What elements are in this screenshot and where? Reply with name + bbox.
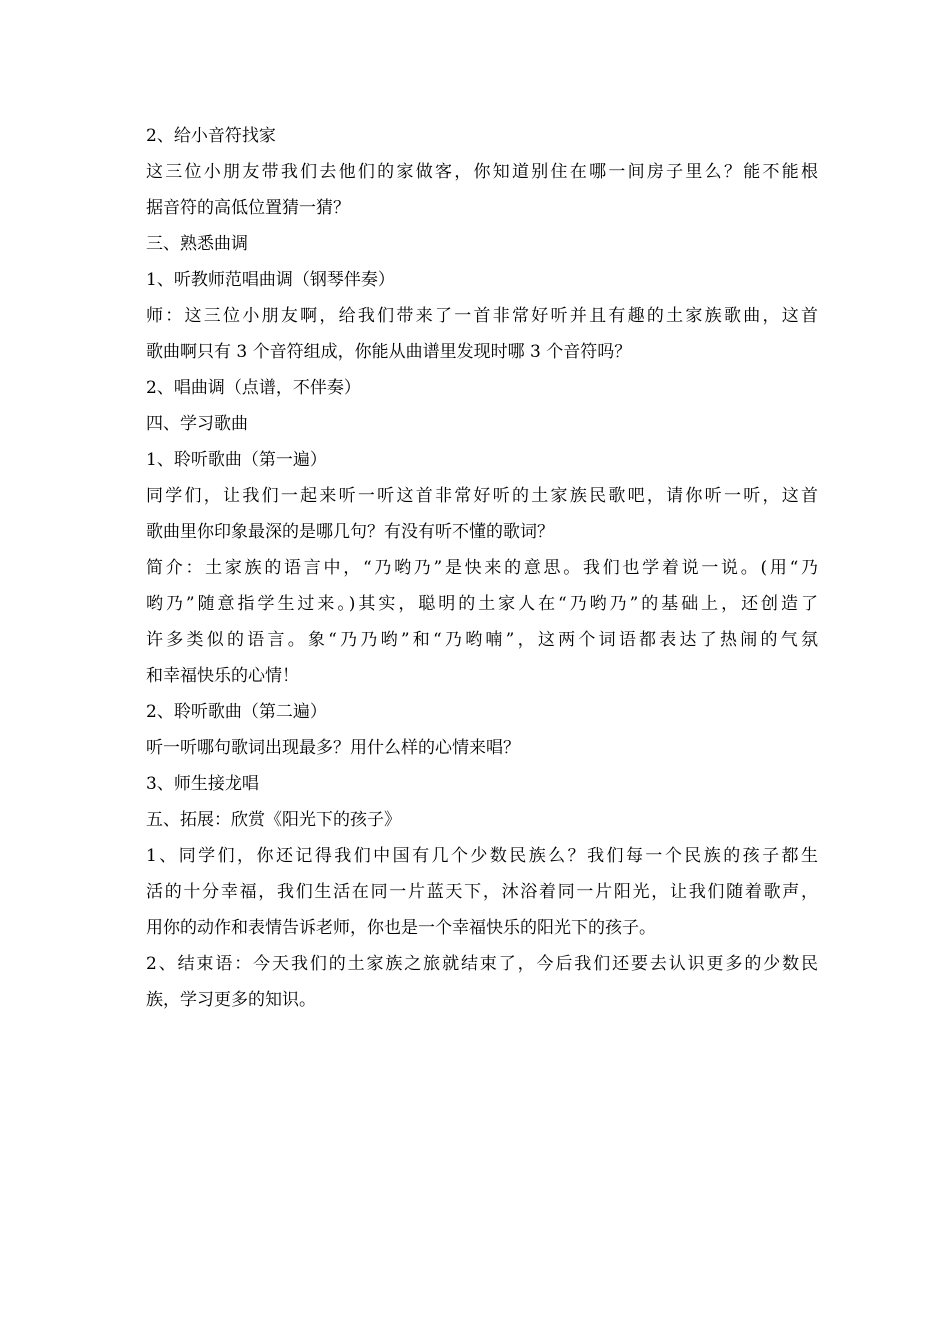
- text-line: 三、熟悉曲调: [146, 234, 248, 254]
- text-line: 歌曲里你印象最深的是哪几句？有没有听不懂的歌词？: [146, 522, 554, 542]
- text-line: 四、学习歌曲: [146, 414, 248, 434]
- text-line: 用你的动作和表情告诉老师，你也是一个幸福快乐的阳光下的孩子。: [146, 918, 656, 938]
- text-line: 哟乃”随意指学生过来。)其实，聪明的土家人在“乃哟乃”的基础上，还创造了: [146, 594, 818, 614]
- document-page: [146, 118, 818, 1018]
- text-line: 1、聆听歌曲（第一遍）: [146, 450, 327, 470]
- text-line: 师：这三位小朋友啊，给我们带来了一首非常好听并且有趣的土家族歌曲，这首: [146, 306, 818, 326]
- text-line: 3、师生接龙唱: [146, 774, 259, 794]
- text-line: 1、听教师范唱曲调（钢琴伴奏）: [146, 270, 395, 290]
- text-line: 2、给小音符找家: [146, 126, 276, 146]
- text-line: 2、唱曲调（点谱，不伴奏）: [146, 378, 361, 398]
- text-line: 据音符的高低位置猜一猜？: [146, 198, 350, 218]
- text-line: 歌曲啊只有 3 个音符组成，你能从曲谱里发现时哪 3 个音符吗？: [146, 342, 632, 362]
- text-line: 和幸福快乐的心情！: [146, 666, 299, 686]
- text-line: 1、同学们，你还记得我们中国有几个少数民族么？我们每一个民族的孩子都生: [146, 846, 818, 866]
- text-line: 族，学习更多的知识。: [146, 990, 316, 1010]
- text-line: 五、拓展：欣赏《阳光下的孩子》: [146, 810, 401, 830]
- text-line: 2、结束语：今天我们的土家族之旅就结束了，今后我们还要去认识更多的少数民: [146, 954, 818, 974]
- text-line: 2、聆听歌曲（第二遍）: [146, 702, 327, 722]
- text-line: 同学们，让我们一起来听一听这首非常好听的土家族民歌吧，请你听一听，这首: [146, 486, 818, 506]
- text-line: 听一听哪句歌词出现最多？用什么样的心情来唱？: [146, 738, 520, 758]
- text-line: 简介：土家族的语言中，“乃哟乃”是快来的意思。我们也学着说一说。(用“乃: [146, 558, 818, 578]
- text-line: 这三位小朋友带我们去他们的家做客，你知道别住在哪一间房子里么？能不能根: [146, 162, 818, 182]
- text-line: 活的十分幸福，我们生活在同一片蓝天下，沐浴着同一片阳光，让我们随着歌声，: [146, 882, 818, 902]
- text-line: 许多类似的语言。象“乃乃哟”和“乃哟喃”，这两个词语都表达了热闹的气氛: [146, 630, 818, 650]
